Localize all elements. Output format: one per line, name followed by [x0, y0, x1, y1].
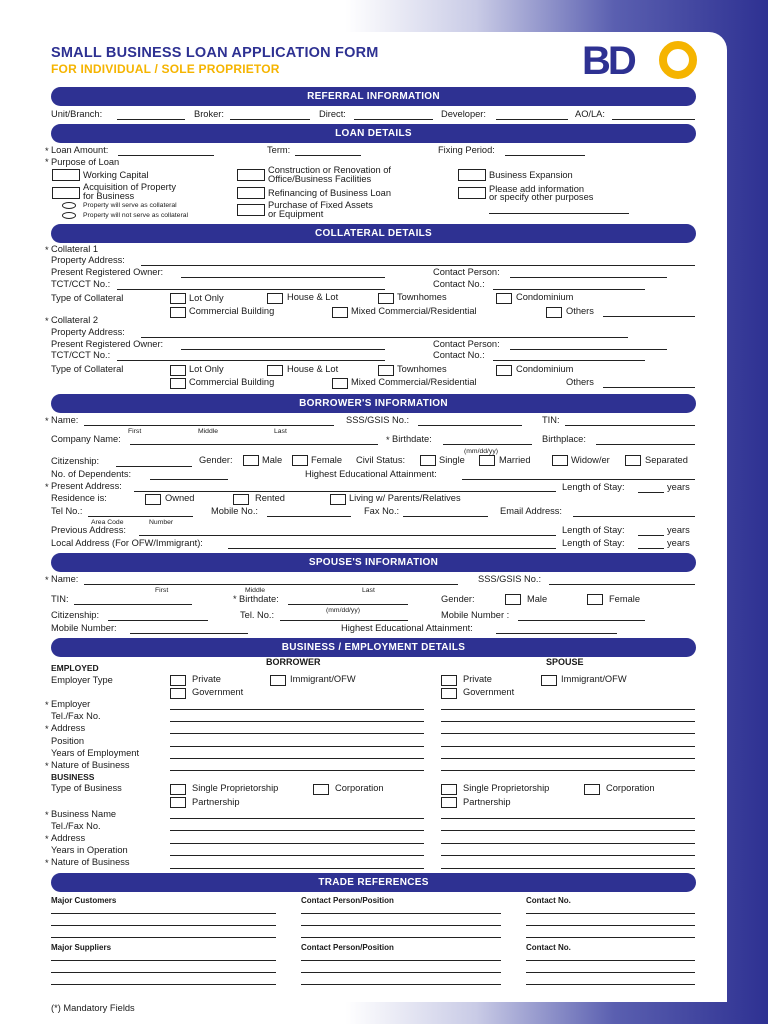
- c1-owner-label: Present Registered Owner:: [51, 267, 164, 277]
- s-years-employment-field[interactable]: [441, 758, 695, 759]
- emp-nature-label: Nature of Business: [51, 760, 130, 770]
- construction-label: Construction or Renovation of: [268, 165, 391, 175]
- working-capital-checkbox[interactable]: [52, 169, 80, 181]
- c2-type-label: Type of Collateral: [51, 364, 124, 374]
- s-bus-nature-field[interactable]: [441, 868, 695, 869]
- developer-label: Developer:: [441, 109, 486, 119]
- dependents-field[interactable]: [150, 479, 228, 480]
- b-business-name-field[interactable]: [170, 818, 424, 819]
- c1-others-label: Others: [566, 306, 594, 316]
- b-corporation-checkbox[interactable]: [313, 784, 329, 795]
- section-borrower: BORROWER'S INFORMATION: [51, 394, 696, 413]
- living-with-checkbox[interactable]: [330, 494, 346, 505]
- refinancing-checkbox[interactable]: [237, 187, 265, 199]
- svg-text:BD: BD: [582, 39, 634, 80]
- present-address-label: Present Address:: [51, 481, 122, 491]
- spouse-last-caption: Last: [362, 587, 375, 594]
- c1-type-label: Type of Collateral: [51, 293, 124, 303]
- expansion-label: Business Expansion: [489, 170, 573, 180]
- asterisk: *: [45, 834, 49, 844]
- c1-tct-label: TCT/CCT No.:: [51, 279, 111, 289]
- asterisk: *: [45, 810, 49, 820]
- married-checkbox[interactable]: [479, 455, 495, 466]
- section-spouse: SPOUSE'S INFORMATION: [51, 553, 696, 572]
- asterisk: *: [45, 146, 49, 156]
- borrower-sss-label: SSS/GSIS No.:: [346, 415, 410, 425]
- expansion-checkbox[interactable]: [458, 169, 486, 181]
- customer-contact-person-field[interactable]: [301, 937, 501, 938]
- customer-contact-no-field[interactable]: [526, 937, 695, 938]
- c2-house-lot-label: House & Lot: [287, 364, 339, 374]
- business-heading: BUSINESS: [51, 772, 95, 782]
- local-address-label: Local Address (For OFW/Immigrant):: [51, 538, 203, 548]
- b-years-employment-field[interactable]: [170, 758, 424, 759]
- c2-contact-no-field[interactable]: [493, 360, 645, 361]
- present-stay-label: Length of Stay:: [562, 482, 625, 492]
- b-employer-field[interactable]: [170, 709, 424, 710]
- owned-checkbox[interactable]: [145, 494, 161, 505]
- b-private-label: Private: [192, 674, 221, 684]
- spouse-tel-label: Tel. No.:: [240, 610, 275, 620]
- customers-contact-person-heading: Contact Person/Position: [301, 896, 394, 905]
- ao-la-label: AO/LA:: [575, 109, 605, 119]
- spouse-mobile2-label: Mobile Number:: [51, 623, 117, 633]
- c1-contact-person-label: Contact Person:: [433, 267, 500, 277]
- employer-label: Employer: [51, 699, 91, 709]
- acquisition-label: Acquisition of Property: [83, 182, 177, 192]
- direct-field[interactable]: [354, 119, 433, 120]
- c2-townhomes-label: Townhomes: [397, 364, 447, 374]
- type-business-label: Type of Business: [51, 783, 122, 793]
- b-position-field[interactable]: [170, 746, 424, 747]
- term-label: Term:: [267, 145, 291, 155]
- c1-condominium-checkbox[interactable]: [496, 293, 512, 304]
- supplier-contact-person-field[interactable]: [301, 960, 501, 961]
- construction-label-2: Office/Business Facilities: [268, 174, 372, 184]
- other-purpose-field[interactable]: [489, 213, 629, 214]
- civil-status-label: Civil Status:: [356, 455, 406, 465]
- widow-label: Widow/er: [571, 455, 610, 465]
- customers-contact-no-heading: Contact No.: [526, 896, 571, 905]
- b-bus-tel-field[interactable]: [170, 830, 424, 831]
- c2-commercial-checkbox[interactable]: [170, 378, 186, 389]
- birthplace-field[interactable]: [596, 444, 695, 445]
- asterisk: *: [45, 724, 49, 734]
- b-sole-prop-label: Single Proprietorship: [192, 783, 279, 793]
- spouse-education-label: Highest Educational Attainment:: [341, 623, 473, 633]
- s-position-field[interactable]: [441, 746, 695, 747]
- local-address-field[interactable]: [228, 548, 556, 549]
- spouse-gender-label: Gender:: [441, 594, 475, 604]
- b-bus-nature-field[interactable]: [170, 868, 424, 869]
- female-label: Female: [311, 455, 343, 465]
- c2-lot-only-checkbox[interactable]: [170, 365, 186, 376]
- spouse-birthdate-label: Birthdate:: [239, 594, 279, 604]
- company-name-field[interactable]: [130, 444, 378, 445]
- c1-mixed-label: Mixed Commercial/Residential: [351, 306, 477, 316]
- b-years-operation-field[interactable]: [170, 855, 424, 856]
- acquisition-label-2: for Business: [83, 191, 135, 201]
- s-immigrant-label: Immigrant/OFW: [561, 674, 627, 684]
- c2-condominium-label: Condominium: [516, 364, 574, 374]
- birthplace-label: Birthplace:: [542, 434, 586, 444]
- education-label: Highest Educational Attainment:: [305, 469, 437, 479]
- suppliers-contact-person-heading: Contact Person/Position: [301, 943, 394, 952]
- other-purpose-label-2: or specify other purposes: [489, 192, 594, 202]
- borrower-tin-field[interactable]: [565, 425, 695, 426]
- purpose-label: Purpose of Loan: [51, 157, 120, 167]
- major-suppliers-heading: Major Suppliers: [51, 943, 112, 952]
- spouse-mobile-label: Mobile Number :: [441, 610, 510, 620]
- other-purpose-label: Please add information: [489, 184, 585, 194]
- spouse-tin-field[interactable]: [74, 604, 192, 605]
- collateral-2-label: Collateral 2: [51, 315, 99, 325]
- c1-commercial-checkbox[interactable]: [170, 307, 186, 318]
- s-partnership-checkbox[interactable]: [441, 797, 457, 808]
- section-loan: LOAN DETAILS: [51, 124, 696, 143]
- male-label: Male: [262, 455, 283, 465]
- c2-contact-person-label: Contact Person:: [433, 339, 500, 349]
- mobile-field[interactable]: [267, 516, 351, 517]
- supplier-name-field[interactable]: [51, 960, 276, 961]
- local-stay-label: Length of Stay:: [562, 538, 625, 548]
- c2-others-label: Others: [566, 377, 594, 387]
- s-private-checkbox[interactable]: [441, 675, 457, 686]
- collateral-radio-label: Property will serve as collateral: [83, 202, 177, 209]
- s-partnership-label: Partnership: [463, 797, 511, 807]
- loan-amount-label: Loan Amount:: [51, 145, 109, 155]
- section-collateral: COLLATERAL DETAILS: [51, 224, 696, 243]
- business-name-label: Business Name: [51, 809, 117, 819]
- asterisk: *: [45, 700, 49, 710]
- supplier-contact-no-field[interactable]: [526, 960, 695, 961]
- bus-nature-label: Nature of Business: [51, 857, 130, 867]
- company-name-label: Company Name:: [51, 434, 121, 444]
- fax-field[interactable]: [403, 516, 488, 517]
- fixing-period-field[interactable]: [505, 155, 585, 156]
- supplier-contact-no-field[interactable]: [526, 972, 695, 973]
- position-label: Position: [51, 736, 85, 746]
- citizenship-label: Citizenship:: [51, 456, 100, 466]
- s-bus-tel-field[interactable]: [441, 830, 695, 831]
- spouse-tel-field[interactable]: [280, 620, 408, 621]
- not-collateral-radio-label: Property will not serve as collateral: [83, 212, 189, 219]
- first-caption: First: [128, 428, 142, 435]
- spouse-mobile-field[interactable]: [518, 620, 645, 621]
- c2-lot-only-label: Lot Only: [189, 364, 224, 374]
- other-purpose-checkbox[interactable]: [458, 187, 486, 199]
- male-checkbox[interactable]: [243, 455, 259, 466]
- separated-label: Separated: [645, 455, 688, 465]
- gender-label: Gender:: [199, 455, 233, 465]
- b-corporation-label: Corporation: [335, 783, 384, 793]
- acquisition-checkbox[interactable]: [52, 187, 80, 199]
- spouse-female-checkbox[interactable]: [587, 594, 603, 605]
- unit-branch-label: Unit/Branch:: [51, 109, 103, 119]
- borrower-birthdate-label: Birthdate:: [392, 434, 432, 444]
- bus-tel-fax-label: Tel./Fax No.: [51, 821, 101, 831]
- spouse-tin-label: TIN:: [51, 594, 69, 604]
- major-customers-heading: Major Customers: [51, 896, 117, 905]
- unit-branch-field[interactable]: [117, 119, 185, 120]
- number-caption: Number: [149, 519, 174, 526]
- c1-house-lot-label: House & Lot: [287, 292, 339, 302]
- ao-la-field[interactable]: [612, 119, 695, 120]
- b-private-checkbox[interactable]: [170, 675, 186, 686]
- separated-checkbox[interactable]: [625, 455, 641, 466]
- c2-townhomes-checkbox[interactable]: [378, 365, 394, 376]
- c2-commercial-label: Commercial Building: [189, 377, 275, 387]
- years-operation-label: Years in Operation: [51, 845, 128, 855]
- widow-checkbox[interactable]: [552, 455, 568, 466]
- direct-label: Direct:: [319, 109, 346, 119]
- supplier-contact-person-field[interactable]: [301, 984, 501, 985]
- c2-mixed-checkbox[interactable]: [332, 378, 348, 389]
- s-government-checkbox[interactable]: [441, 688, 457, 699]
- owned-label: Owned: [165, 493, 195, 503]
- customer-contact-no-field[interactable]: [526, 913, 695, 914]
- c1-contact-no-label: Contact No.:: [433, 279, 485, 289]
- customer-contact-person-field[interactable]: [301, 913, 501, 914]
- asterisk: *: [233, 594, 237, 604]
- spouse-column-header: SPOUSE: [546, 657, 584, 667]
- developer-field[interactable]: [496, 119, 568, 120]
- not-collateral-radio[interactable]: [62, 212, 76, 219]
- b-emp-tel-field[interactable]: [170, 721, 424, 722]
- previous-stay-label: Length of Stay:: [562, 525, 625, 535]
- single-checkbox[interactable]: [420, 455, 436, 466]
- spouse-name-label: Name:: [51, 574, 79, 584]
- asterisk: *: [45, 858, 49, 868]
- fax-label: Fax No.:: [364, 506, 400, 516]
- borrower-column-header: BORROWER: [266, 657, 321, 667]
- borrower-birthdate-field[interactable]: [443, 444, 532, 445]
- rented-label: Rented: [255, 493, 285, 503]
- supplier-contact-no-field[interactable]: [526, 984, 695, 985]
- c1-tct-field[interactable]: [117, 289, 385, 290]
- date-format-caption: (mm/dd/yy): [464, 448, 498, 455]
- fixed-assets-label-2: or Equipment: [268, 209, 324, 219]
- c2-address-label: Property Address:: [51, 327, 125, 337]
- form-subtitle: FOR INDIVIDUAL / SOLE PROPRIETOR: [51, 62, 280, 76]
- spouse-sss-field[interactable]: [549, 584, 695, 585]
- s-emp-nature-field[interactable]: [441, 770, 695, 771]
- broker-label: Broker:: [194, 109, 224, 119]
- s-business-name-field[interactable]: [441, 818, 695, 819]
- fixed-assets-label: Purchase of Fixed Assets: [268, 200, 373, 210]
- spouse-male-label: Male: [527, 594, 548, 604]
- spouse-education-field[interactable]: [496, 633, 617, 634]
- c2-contact-no-label: Contact No.:: [433, 350, 485, 360]
- collateral-1-label: Collateral 1: [51, 244, 99, 254]
- borrower-tin-label: TIN:: [542, 415, 560, 425]
- email-label: Email Address:: [500, 506, 563, 516]
- suppliers-contact-no-heading: Contact No.: [526, 943, 571, 952]
- customer-contact-person-field[interactable]: [301, 925, 501, 926]
- local-stay-field[interactable]: [638, 548, 664, 549]
- asterisk: *: [45, 245, 49, 255]
- middle-caption: Middle: [198, 428, 219, 435]
- c1-commercial-label: Commercial Building: [189, 306, 275, 316]
- dependents-label: No. of Dependents:: [51, 469, 132, 479]
- form-title: SMALL BUSINESS LOAN APPLICATION FORM: [51, 45, 379, 61]
- spouse-citizenship-field[interactable]: [108, 620, 208, 621]
- s-emp-tel-field[interactable]: [441, 721, 695, 722]
- bdo-logo: [582, 38, 698, 80]
- c2-condominium-checkbox[interactable]: [496, 365, 512, 376]
- employer-type-label: Employer Type: [51, 675, 113, 685]
- customer-name-field[interactable]: [51, 937, 276, 938]
- section-referral: REFERRAL INFORMATION: [51, 87, 696, 106]
- b-government-checkbox[interactable]: [170, 688, 186, 699]
- email-field[interactable]: [573, 516, 695, 517]
- collateral-radio[interactable]: [62, 202, 76, 209]
- s-sole-prop-label: Single Proprietorship: [463, 783, 550, 793]
- supplier-name-field[interactable]: [51, 972, 276, 973]
- female-checkbox[interactable]: [292, 455, 308, 466]
- asterisk: *: [386, 435, 390, 445]
- c2-house-lot-checkbox[interactable]: [267, 365, 283, 376]
- c1-lot-only-checkbox[interactable]: [170, 293, 186, 304]
- previous-address-field[interactable]: [139, 535, 556, 536]
- c2-owner-field[interactable]: [181, 349, 385, 350]
- s-government-label: Government: [463, 687, 515, 697]
- b-sole-prop-checkbox[interactable]: [170, 784, 186, 795]
- b-immigrant-checkbox[interactable]: [270, 675, 286, 686]
- living-with-label: Living w/ Parents/Relatives: [349, 493, 461, 503]
- b-bus-address-field[interactable]: [170, 843, 424, 844]
- employed-heading: EMPLOYED: [51, 663, 99, 673]
- spouse-citizenship-label: Citizenship:: [51, 610, 100, 620]
- asterisk: *: [45, 482, 49, 492]
- c1-others-field[interactable]: [603, 316, 695, 317]
- spouse-middle-caption: Middle: [245, 587, 266, 594]
- spouse-sss-label: SSS/GSIS No.:: [478, 574, 542, 584]
- b-partnership-checkbox[interactable]: [170, 797, 186, 808]
- s-years-operation-field[interactable]: [441, 855, 695, 856]
- emp-address-label: Address: [51, 723, 86, 733]
- present-stay-field[interactable]: [638, 492, 664, 493]
- asterisk: *: [45, 761, 49, 771]
- c2-tct-field[interactable]: [117, 360, 385, 361]
- c1-others-checkbox[interactable]: [546, 307, 562, 318]
- asterisk: *: [45, 316, 49, 326]
- loan-amount-field[interactable]: [118, 155, 214, 156]
- married-label: Married: [499, 455, 531, 465]
- fixing-period-label: Fixing Period:: [438, 145, 495, 155]
- emp-tel-fax-label: Tel./Fax No.: [51, 711, 101, 721]
- residence-label: Residence is:: [51, 493, 107, 503]
- s-employer-field[interactable]: [441, 709, 695, 710]
- customer-name-field[interactable]: [51, 913, 276, 914]
- bus-address-label: Address: [51, 833, 86, 843]
- c1-mixed-checkbox[interactable]: [332, 307, 348, 318]
- previous-stay-years: years: [667, 525, 690, 535]
- s-bus-address-field[interactable]: [441, 843, 695, 844]
- c2-others-field[interactable]: [603, 387, 695, 388]
- area-code-caption: Area Code: [91, 519, 124, 526]
- asterisk: *: [45, 575, 49, 585]
- education-field[interactable]: [462, 479, 695, 480]
- refinancing-label: Refinancing of Business Loan: [268, 188, 392, 198]
- spouse-mobile2-field[interactable]: [130, 633, 248, 634]
- s-sole-prop-checkbox[interactable]: [441, 784, 457, 795]
- term-field[interactable]: [295, 155, 361, 156]
- c1-owner-field[interactable]: [181, 277, 385, 278]
- previous-address-label: Previous Address:: [51, 525, 126, 535]
- s-private-label: Private: [463, 674, 492, 684]
- citizenship-field[interactable]: [116, 466, 192, 467]
- c1-townhomes-label: Townhomes: [397, 292, 447, 302]
- b-immigrant-label: Immigrant/OFW: [290, 674, 356, 684]
- c2-owner-label: Present Registered Owner:: [51, 339, 164, 349]
- spouse-first-caption: First: [155, 587, 169, 594]
- fixed-assets-checkbox[interactable]: [237, 204, 265, 216]
- c1-contact-person-field[interactable]: [510, 277, 667, 278]
- present-stay-years: years: [667, 482, 690, 492]
- c1-lot-only-label: Lot Only: [189, 293, 224, 303]
- customer-contact-no-field[interactable]: [526, 925, 695, 926]
- c1-condominium-label: Condominium: [516, 292, 574, 302]
- b-government-label: Government: [192, 687, 244, 697]
- c1-townhomes-checkbox[interactable]: [378, 293, 394, 304]
- local-stay-years: years: [667, 538, 690, 548]
- previous-stay-field[interactable]: [638, 535, 664, 536]
- c2-address-field[interactable]: [141, 337, 628, 338]
- construction-checkbox[interactable]: [237, 169, 265, 181]
- b-emp-address-field[interactable]: [170, 733, 424, 734]
- section-business: BUSINESS / EMPLOYMENT DETAILS: [51, 638, 696, 657]
- last-caption: Last: [274, 428, 287, 435]
- asterisk: *: [45, 416, 49, 426]
- s-corporation-label: Corporation: [606, 783, 655, 793]
- customer-name-field[interactable]: [51, 925, 276, 926]
- section-trade: TRADE REFERENCES: [51, 873, 696, 892]
- spouse-female-label: Female: [609, 594, 641, 604]
- mandatory-note: (*) Mandatory Fields: [51, 1003, 135, 1013]
- c1-address-field[interactable]: [141, 265, 695, 266]
- s-emp-address-field[interactable]: [441, 733, 695, 734]
- asterisk: *: [45, 157, 49, 167]
- c1-contact-no-field[interactable]: [493, 289, 645, 290]
- single-label: Single: [439, 455, 465, 465]
- c1-address-label: Property Address:: [51, 255, 125, 265]
- spouse-date-format: (mm/dd/yy): [326, 607, 360, 614]
- c2-mixed-label: Mixed Commercial/Residential: [351, 377, 477, 387]
- broker-field[interactable]: [230, 119, 310, 120]
- b-emp-nature-field[interactable]: [170, 770, 424, 771]
- c1-house-lot-checkbox[interactable]: [267, 293, 283, 304]
- s-immigrant-checkbox[interactable]: [541, 675, 557, 686]
- s-corporation-checkbox[interactable]: [584, 784, 600, 795]
- c2-tct-label: TCT/CCT No.:: [51, 350, 111, 360]
- c2-contact-person-field[interactable]: [510, 349, 667, 350]
- present-address-field[interactable]: [134, 491, 556, 492]
- borrower-sss-field[interactable]: [418, 425, 522, 426]
- borrower-name-label: Name:: [51, 415, 79, 425]
- working-capital-label: Working Capital: [83, 170, 149, 180]
- b-partnership-label: Partnership: [192, 797, 240, 807]
- rented-checkbox[interactable]: [233, 494, 249, 505]
- years-employment-label: Years of Employment: [51, 748, 140, 758]
- spouse-name-field[interactable]: [84, 584, 458, 585]
- supplier-name-field[interactable]: [51, 984, 276, 985]
- spouse-male-checkbox[interactable]: [505, 594, 521, 605]
- mobile-label: Mobile No.:: [211, 506, 259, 516]
- tel-label: Tel No.:: [51, 506, 83, 516]
- supplier-contact-person-field[interactable]: [301, 972, 501, 973]
